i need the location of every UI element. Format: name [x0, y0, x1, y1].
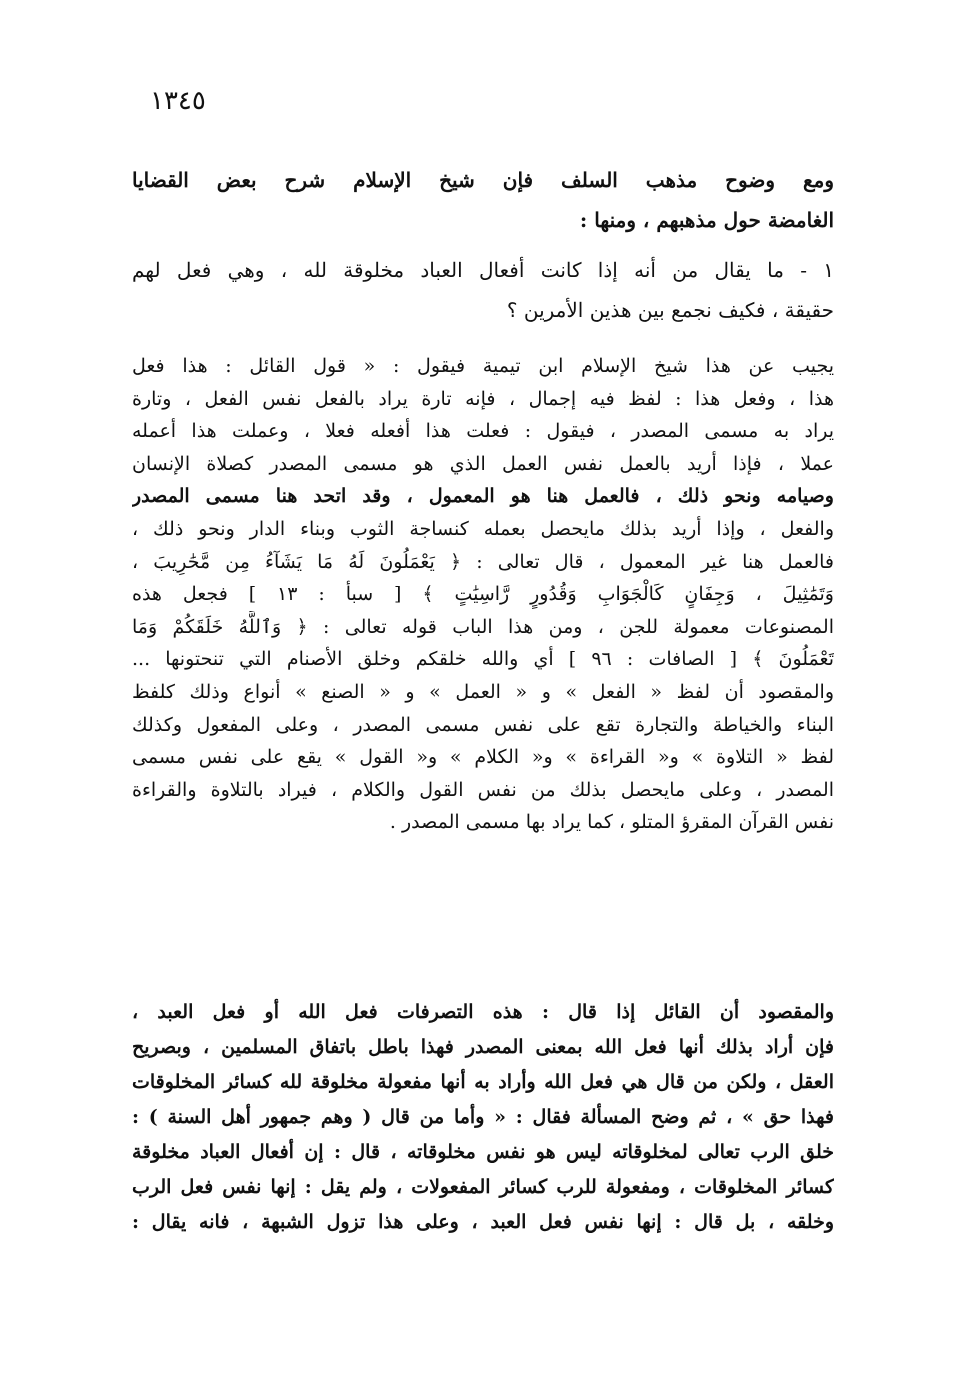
page-number: ١٣٤٥ — [150, 86, 206, 116]
answer-line: المصنوعات معمولة للجن ، ومن هذا الباب قوله تعالى : ﴿ وَٱللَّهُ خَلَقَكُمْ وَمَا — [132, 615, 834, 638]
intro-line: ومع وضوح مذهب السلف فإن شيخ الإسلام شرح بعض القضايا — [132, 168, 834, 192]
answer-line: والفعل ، وإذا أريد بذلك مايحصل بعمله كنساجة الثوب وبناء الدار ونحو ذلك ، — [132, 517, 834, 540]
question-paragraph — [132, 250, 834, 330]
question-line: ١ - ما يقال من أنه إذا كانت أفعال العباد مخلوقة لله ، وهي فعل لهم — [132, 258, 834, 282]
answer-paragraph — [132, 350, 834, 839]
conclusion-paragraph — [132, 995, 834, 1240]
answer-line: والمقصود أن لفظ « الفعل » و « العمل » و « الصنع » أنواع وذلك كلفظ — [132, 680, 834, 703]
conclusion-line: فهذا حق » ، ثم وضح المسألة فقال : « وأما من قال ( وهم جمهور أهل السنة ) : — [132, 1106, 834, 1128]
answer-line: يجيب عن هذا شيخ الإسلام ابن تيمية فيقول : « قول القائل : هذا فعل — [132, 355, 834, 377]
answer-line: يراد به مسمى المصدر ، فيقول : فعلت هذا أفعله فعلا ، وعملت هذا أعمله — [132, 420, 834, 443]
answer-line: وصيامه ونحو ذلك ، فالعمل هنا هو المعمول ، وقد اتحد هنا مسمى المصدر — [132, 485, 834, 508]
answer-line: نفس القرآن المقرؤ المتلو ، كما يراد بها مسمى المصدر . — [389, 811, 834, 834]
answer-line: عملا ، فإذا أريد بالعمل نفس العمل الذي هو مسمى المصدر كصلاة الإنسان — [132, 452, 834, 475]
question-line: حقيقة ، فكيف نجمع بين هذين الأمرين ؟ — [506, 298, 834, 322]
answer-line: وَتَمَٰثِيلَ ، وَجِفَانٍ كَالْجَوَابِ وَقُدُورٍ رَّاسِيَٰتٍ ﴾ [ سبأ : ١٣ ] فجعل هذه — [132, 583, 834, 606]
intro-line: الغامضة حول مذهبهم ، ومنها : — [579, 208, 834, 232]
answer-line: فالعمل هنا غير المعمول ، قال تعالى : ﴿ يَعْمَلُونَ لَهُ مَا يَشَآءُ مِن مَّحَٰرِيبَ ، — [132, 550, 834, 573]
conclusion-line: وخلقه ، بل قال : إنها نفس فعل العبد ، وعلى هذا تزول الشبهة ، فانه يقال : — [132, 1211, 834, 1233]
conclusion-line: والمقصود أن القائل إذا قال : هذه التصرفات فعل الله أو فعل العبد ، — [132, 1001, 834, 1023]
intro-paragraph — [132, 160, 834, 240]
answer-line: لفظ « التلاوة » و« القراءة » و« الكلام » و« القول » يقع على نفس مسمى — [132, 746, 834, 769]
conclusion-line: كسائر المخلوقات ، ومفعولة للرب كسائر المفعولات ، ولم يقل : إنها نفس فعل الرب — [132, 1176, 834, 1198]
answer-line: هذا ، وفعل هذا : لفظ فيه إجمال ، فإنه تارة يراد بالفعل نفس الفعل ، وتارة — [132, 387, 834, 410]
answer-line: تَعْمَلُونَ ﴾ [ الصافات : ٩٦ ] أي والله خلقكم وخلق الأصنام التي تنحتونها ... — [132, 648, 834, 671]
answer-line: المصدر ، وعلى مايحصل بذلك من نفس القول والكلام ، فيراد بالتلاوة والقراءة — [132, 778, 834, 801]
conclusion-line: فإن أراد بذلك أنها فعل الله بمعنى المصدر فهذا باطل باتفاق المسلمين ، وبصريح — [132, 1036, 834, 1058]
conclusion-line: العقل ، ولكن من قال هي فعل الله وأراد به أنها مفعولة مخلوقة لله كسائر المخلوقات — [132, 1071, 834, 1093]
conclusion-line: خلق الرب تعالى لمخلوقاته ليس هو نفس مخلوقاته ، قال : إن أفعال العباد مخلوقة — [132, 1141, 834, 1163]
answer-line: البناء والخياطة والتجارة تقع على نفس مسمى المصدر ، وعلى المفعول وكذلك — [132, 713, 834, 736]
